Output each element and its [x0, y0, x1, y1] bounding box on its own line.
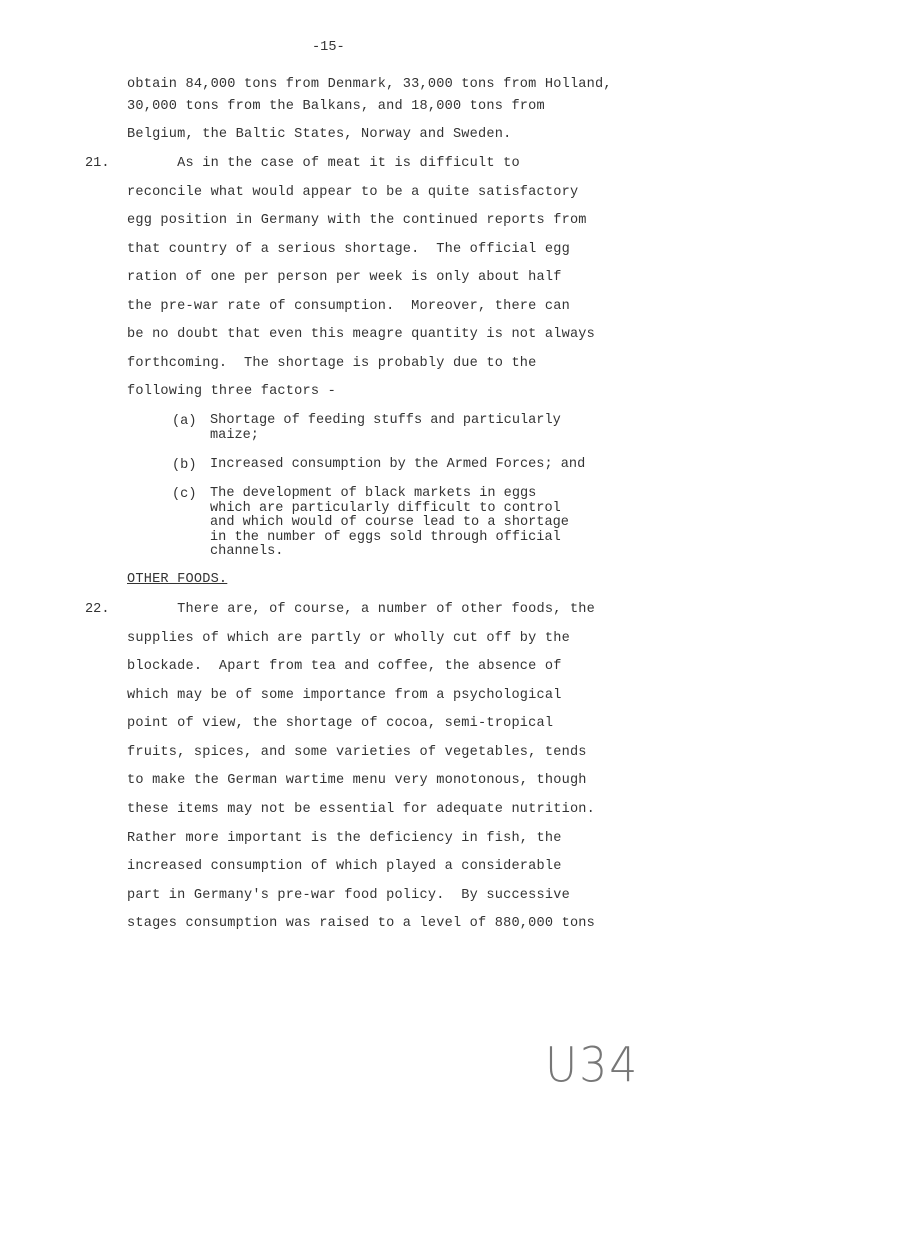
text-line: point of view, the shortage of cocoa, semi-tropical [127, 716, 554, 731]
paragraph-number: 21. [85, 156, 110, 171]
text-line: reconcile what would appear to be a quite satisfactory [127, 185, 579, 200]
text-line: to make the German wartime menu very monotonous, though [127, 773, 587, 788]
text-line: increased consumption of which played a considerable [127, 859, 562, 874]
text-line: these items may not be essential for adequate nutrition. [127, 802, 596, 817]
factor-text: Shortage of feeding stuffs and particularly maize; [210, 413, 561, 443]
section-heading: OTHER FOODS. [127, 572, 228, 587]
text-line: the pre-war rate of consumption. Moreover, there can [127, 299, 570, 314]
text-line: There are, of course, a number of other foods, the [127, 602, 596, 617]
factor-text: Increased consumption by the Armed Forces; and [210, 457, 586, 472]
text-line: part in Germany's pre-war food policy. By successive [127, 888, 570, 903]
text-line: be no doubt that even this meagre quantity is not always [127, 327, 596, 342]
text-line: following three factors - [127, 384, 336, 399]
text-line: which may be of some importance from a psychological [127, 688, 562, 703]
text-line: Rather more important is the deficiency in fish, the [127, 831, 562, 846]
text-line: 30,000 tons from the Balkans, and 18,000 tons from [127, 99, 545, 114]
text-line: egg position in Germany with the continued reports from [127, 213, 587, 228]
factor-text: The development of black markets in eggs which are particularly difficult to control and which would of course lead to a shortage in the number of eggs sold through official channels. [210, 486, 569, 559]
text-line: obtain 84,000 tons from Denmark, 33,000 tons from Holland, [127, 77, 612, 92]
page-number: -15- [312, 40, 345, 55]
text-line: stages consumption was raised to a level of 880,000 tons [127, 916, 596, 931]
text-line: supplies of which are partly or wholly cut off by the [127, 631, 570, 646]
factor-label: (b) [172, 458, 197, 473]
text-line: forthcoming. The shortage is probably due to the [127, 356, 537, 371]
text-line: As in the case of meat it is difficult to [127, 156, 520, 171]
factor-label: (c) [172, 487, 197, 502]
factor-label: (a) [172, 414, 197, 429]
text-line: fruits, spices, and some varieties of vegetables, tends [127, 745, 587, 760]
text-line: ration of one per person per week is only about half [127, 270, 562, 285]
text-line: blockade. Apart from tea and coffee, the absence of [127, 659, 562, 674]
archive-stamp: U34 [545, 1037, 640, 1094]
paragraph-number: 22. [85, 602, 110, 617]
text-line: Belgium, the Baltic States, Norway and Sweden. [127, 127, 512, 142]
text-line: that country of a serious shortage. The official egg [127, 242, 570, 257]
